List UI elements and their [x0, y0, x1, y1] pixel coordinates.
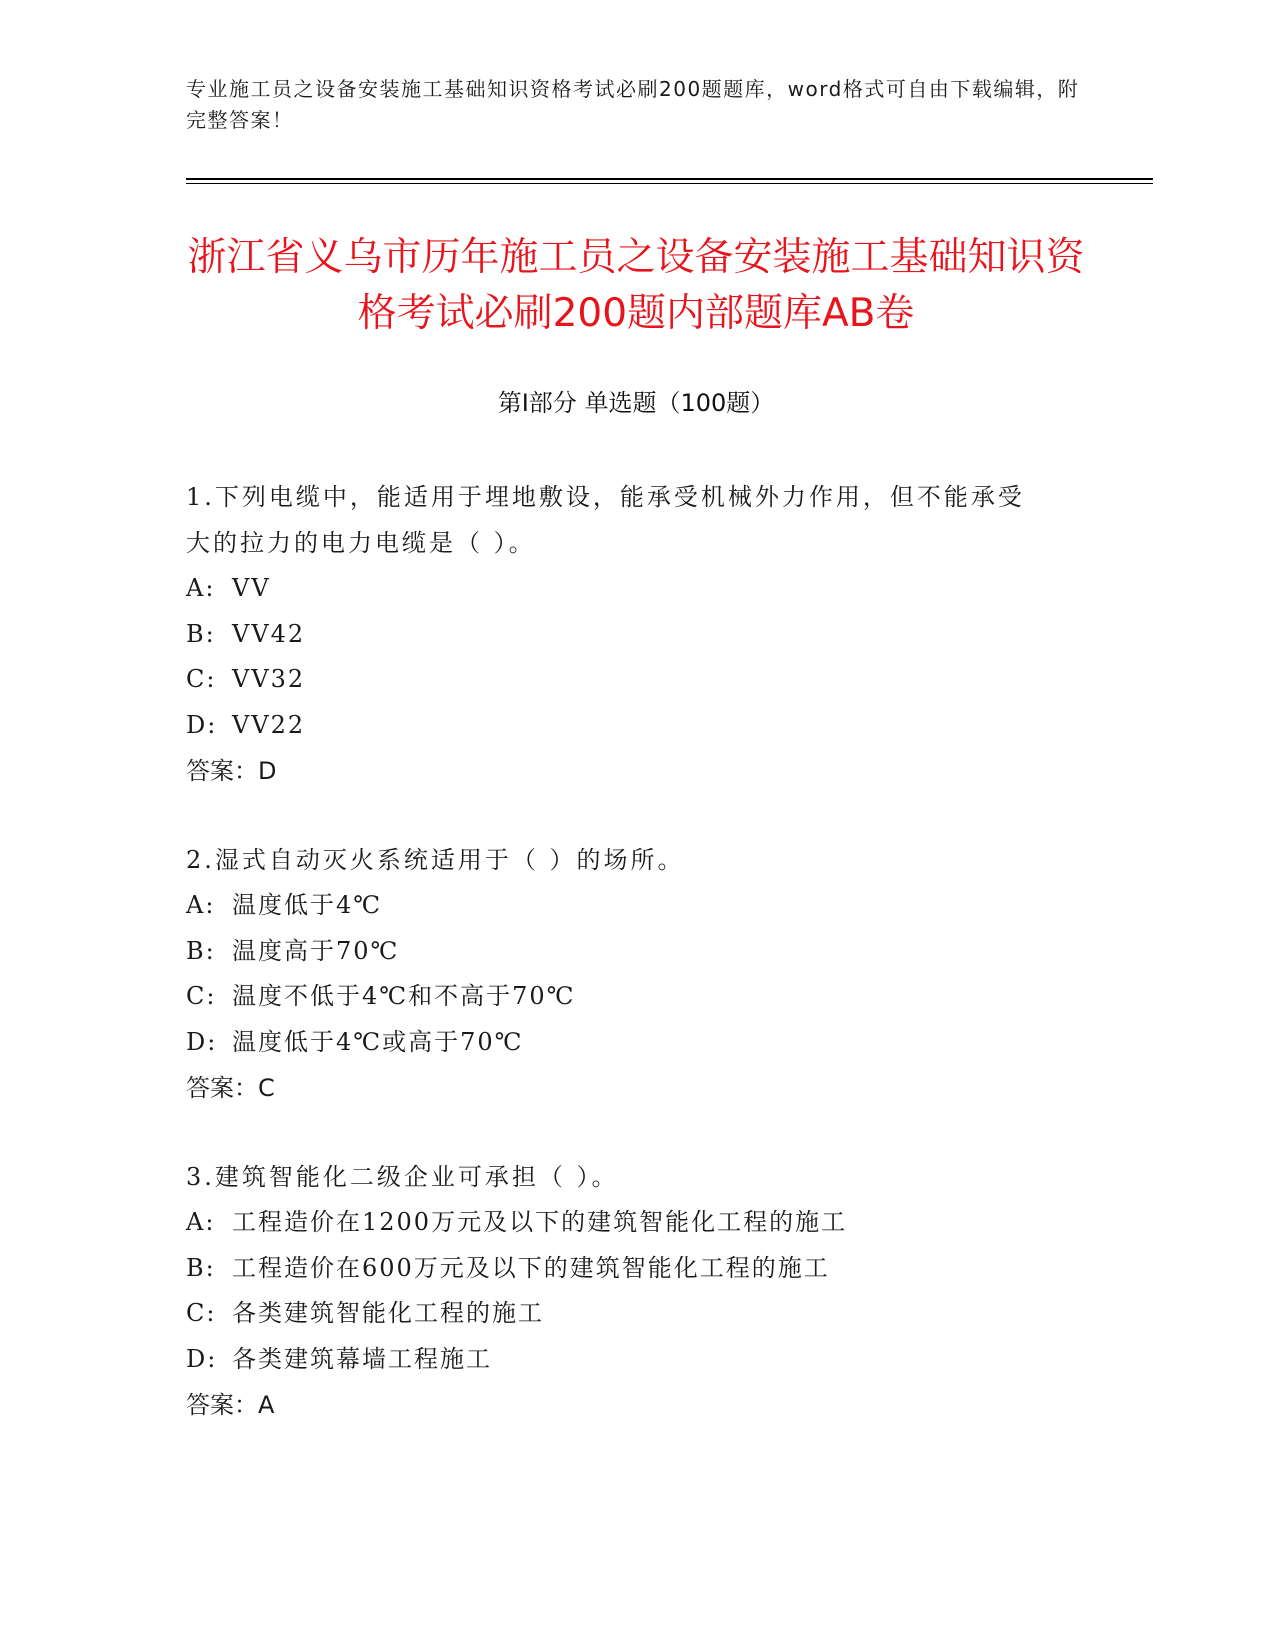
option-d	[186, 703, 1086, 749]
option-text: 各类建筑幕墙工程施工	[232, 1344, 492, 1373]
option-text: 工程造价在1200万元及以下的建筑智能化工程的施工	[232, 1208, 848, 1236]
question-list	[186, 474, 1086, 1471]
question-3	[186, 1154, 1086, 1428]
header-divider-thick	[186, 178, 1153, 180]
option-letter: B:	[186, 619, 216, 648]
option-letter: C:	[186, 1299, 217, 1327]
question-stem: 2.湿式自动灭火系统适用于（ ）的场所。	[186, 846, 685, 874]
option-a	[186, 566, 1086, 612]
option-d	[186, 1337, 1086, 1383]
answer-line: 答案：C	[186, 1074, 275, 1102]
option-b	[186, 612, 1086, 658]
section-heading: 第Ⅰ部分 单选题（100题）	[497, 389, 775, 417]
option-letter: D:	[186, 1027, 218, 1056]
question-2	[186, 837, 1086, 1111]
option-text: 工程造价在600万元及以下的建筑智能化工程的施工	[232, 1253, 830, 1282]
option-c	[186, 657, 1086, 703]
option-letter: A:	[186, 1208, 216, 1236]
option-letter: B:	[186, 936, 216, 965]
option-text: 温度高于70℃	[232, 936, 400, 965]
header-note: 专业施工员之设备安装施工基础知识资格考试必刷200题题库，word格式可自由下载编辑，附完整答案！	[186, 77, 1080, 132]
option-letter: A:	[186, 891, 216, 919]
answer-line: 答案：A	[186, 1391, 275, 1419]
option-d	[186, 1020, 1086, 1066]
option-letter: B:	[186, 1253, 216, 1282]
option-letter: C:	[186, 665, 217, 693]
question-1	[186, 474, 1086, 794]
option-text: VV32	[232, 665, 306, 693]
option-text: 温度低于4℃或高于70℃	[232, 1027, 524, 1056]
option-letter: D:	[186, 710, 218, 739]
option-a	[186, 883, 1086, 929]
option-c	[186, 974, 1086, 1020]
header-divider-thin	[186, 183, 1153, 184]
option-text: 各类建筑智能化工程的施工	[232, 1299, 544, 1327]
option-text: VV42	[232, 619, 306, 648]
option-letter: C:	[186, 982, 217, 1010]
option-text: 温度不低于4℃和不高于70℃	[232, 982, 576, 1010]
question-stem: 3.建筑智能化二级企业可承担（ ）。	[186, 1163, 619, 1191]
option-letter: D:	[186, 1344, 218, 1373]
option-b	[186, 1246, 1086, 1292]
option-text: VV	[232, 574, 271, 602]
option-b	[186, 929, 1086, 975]
option-c	[186, 1291, 1086, 1337]
option-letter: A:	[186, 574, 216, 602]
option-a	[186, 1200, 1086, 1246]
option-text: VV22	[232, 710, 306, 739]
option-text: 温度低于4℃	[232, 891, 383, 919]
question-stem: 1.下列电缆中，能适用于埋地敷设，能承受机械外力作用，但不能承受大的拉力的电力电缆是（ ）。	[186, 483, 1025, 557]
answer-line: 答案：D	[186, 757, 277, 785]
document-title: 浙江省义乌市历年施工员之设备安装施工基础知识资格考试必刷200题内部题库AB卷	[187, 235, 1085, 336]
